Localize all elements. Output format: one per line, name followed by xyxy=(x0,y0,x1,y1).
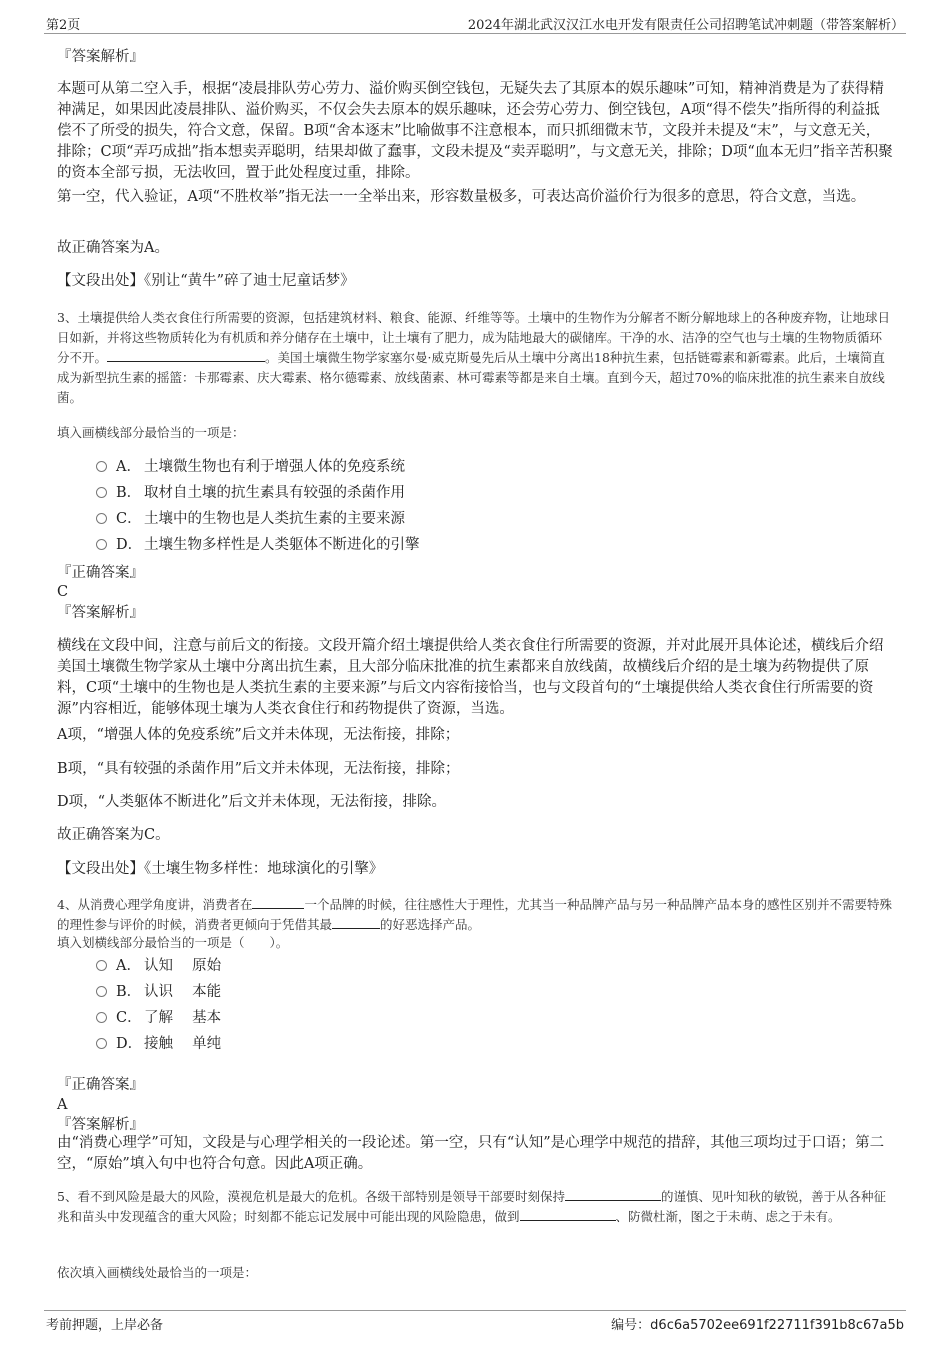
radio-icon[interactable] xyxy=(96,513,107,524)
q4-prompt: 填入划横线部分最恰当的一项是（ ）。 xyxy=(57,935,289,950)
footer-divider xyxy=(44,1310,906,1311)
radio-icon[interactable] xyxy=(96,487,107,498)
q3-conclusion: 故正确答案为C。 xyxy=(57,827,170,843)
q3-analysis-paragraph: 横线在文段中间，注意与前后文的衔接。文段开篇介绍土壤提供给人类衣食住行所需要的资源，并对此展开具体论述，横线后介绍美国土壤微生物学家从土壤中分离出抗生素，且大部分临床批准的抗生素都来自放线菌，故横线后介绍的是土壤为药物提供了原料，C项“土壤中的生物也是人类抗生素的主要来源”与后文内容衔接恰当，也与文段首句的“土壤提供给人类衣食住行所需要的资源”内容相近，能够体现土壤为人类衣食住行和药物提供了资源，当选。 xyxy=(57,638,884,717)
q4-option-d[interactable]: D． 接触 单纯 xyxy=(96,1032,221,1056)
document-code-label: 编号： xyxy=(611,1318,651,1333)
q5-prompt: 依次填入画横线处最恰当的一项是： xyxy=(57,1265,258,1280)
q4-stem: 4、从消费心理学角度讲，消费者在 一个品牌的时候，往往感性大于理性，尤其当一种品牌产品与另一种品牌产品本身的感性区别并不需要特殊的理性参与评价的时候，消费者更倾向于凭借其最 的好恶选择产品。 xyxy=(57,897,892,932)
q4-analysis-label: 『答案解析』 xyxy=(57,1117,144,1133)
q3-analysis-label: 『答案解析』 xyxy=(57,605,144,621)
q4-blank-1 xyxy=(252,895,304,909)
q2-source: 【文段出处】《别让“黄牛”碎了迪士尼童话梦》 xyxy=(57,273,355,289)
radio-icon[interactable] xyxy=(96,539,107,550)
page-number: 第2页 xyxy=(46,18,81,33)
q3-analysis-b: B项，“具有较强的杀菌作用”后文并未体现，无法衔接，排除； xyxy=(57,761,460,777)
radio-icon[interactable] xyxy=(96,461,107,472)
q3-analysis-d: D项，“人类躯体不断进化”后文并未体现，无法衔接，排除。 xyxy=(57,794,446,810)
q4-correct-answer: A xyxy=(57,1097,68,1113)
q4-option-b[interactable]: B． 认识 本能 xyxy=(96,980,221,1004)
q2-analysis-label: 『答案解析』 xyxy=(57,49,144,65)
q2-analysis-paragraph-2: 第一空，代入验证，A项“不胜枚举”指无法一一全举出来，形容数量极多，可表达高价溢价行为很多的意思，符合文意，当选。 xyxy=(57,189,866,205)
radio-icon[interactable] xyxy=(96,1012,107,1023)
q2-conclusion: 故正确答案为A。 xyxy=(57,240,169,256)
q4-blank-2 xyxy=(332,915,380,929)
document-code xyxy=(611,1314,904,1333)
radio-icon[interactable] xyxy=(96,986,107,997)
q5-blank-2 xyxy=(520,1207,616,1221)
q4-option-c[interactable]: C． 了解 基本 xyxy=(96,1006,221,1030)
q3-correct-answer: C xyxy=(57,584,69,600)
q4-option-a[interactable]: A． 认知 原始 xyxy=(96,954,221,978)
q3-prompt: 填入画横线部分最恰当的一项是： xyxy=(57,425,245,440)
q3-stem: 3、土壤提供给人类衣食住行所需要的资源，包括建筑材料、粮食、能源、纤维等等。土壤中的生物作为分解者不断分解地球上的各种废弃物，让地球日日如新，并将这些物质转化为有机质和养分储存在土壤中，让土壤有了肥力，成为陆地最大的碳储库。干净的水、洁净的空气也与土壤的生物物质循环分不开。 。美国土壤微生物学家塞尔曼·威克斯曼先后从土壤中分离出18种抗生素，包括链霉素和新霉素。此后，土壤简直成为新型抗生素的摇篮：卡那霉素、庆大霉素、格尔德霉素、放线菌素、林可霉素等都是来自土壤。直到今天，超过70%的临床批准的抗生素来自放线菌。 xyxy=(57,310,890,405)
q4-correct-label: 『正确答案』 xyxy=(57,1077,144,1093)
q3-option-b[interactable]: B． 取材自土壤的抗生素具有较强的杀菌作用 xyxy=(96,481,405,505)
page-header xyxy=(0,0,950,34)
q3-source: 【文段出处】《土壤生物多样性：地球演化的引擎》 xyxy=(57,861,384,877)
radio-icon[interactable] xyxy=(96,1038,107,1049)
document-title: 2024年湖北武汉汉江水电开发有限责任公司招聘笔试冲刺题（带答案解析） xyxy=(467,18,904,33)
q3-option-c[interactable]: C． 土壤中的生物也是人类抗生素的主要来源 xyxy=(96,507,405,531)
q3-correct-label: 『正确答案』 xyxy=(57,565,144,581)
q3-option-a[interactable]: A． 土壤微生物也有利于增强人体的免疫系统 xyxy=(96,455,405,479)
footer-slogan: 考前押题，上岸必备 xyxy=(46,1318,164,1333)
document-code-value: d6c6a5702ee691f22711f391b8c67a5b xyxy=(650,1318,904,1333)
q3-analysis-a: A项，“增强人体的免疫系统”后文并未体现，无法衔接，排除； xyxy=(57,727,460,743)
header-divider xyxy=(44,33,906,34)
q3-blank xyxy=(107,348,265,362)
q5-stem: 5、看不到风险是最大的风险，漠视危机是最大的危机。各级干部特别是领导干部要时刻保持 的谨慎、见叶知秋的敏锐，善于从各种征兆和苗头中发现蕴含的重大风险；时刻都不能忘记发展中可能出现的风险隐患，做到 、防微杜渐，图之于未萌、虑之于未有。 xyxy=(57,1189,886,1224)
q4-analysis-paragraph: 由“消费心理学”可知，文段是与心理学相关的一段论述。第一空，只有“认知”是心理学中规范的措辞，其他三项均过于口语；第二空，“原始”填入句中也符合句意。因此A项正确。 xyxy=(57,1135,885,1172)
q3-option-d[interactable]: D． 土壤生物多样性是人类躯体不断进化的引擎 xyxy=(96,533,420,557)
radio-icon[interactable] xyxy=(96,960,107,971)
q5-blank-1 xyxy=(565,1187,661,1201)
q2-analysis-paragraph: 本题可从第二空入手，根据“凌晨排队劳心劳力、溢价购买倒空钱包，无疑失去了其原本的娱乐趣味”可知，精神消费是为了获得精神满足，如果因此凌晨排队、溢价购买，不仅会失去原本的娱乐趣味，还会劳心劳力、倒空钱包，A项“得不偿失”指所得的利益抵偿不了所受的损失，符合文意，保留。B项“舍本逐末”比喻做事不注意根本，而只抓细微末节，文段并未提及“末”，与文意无关，排除；C项“弄巧成拙”指本想卖弄聪明，结果却做了蠢事，文段未提及“卖弄聪明”，与文意无关，排除；D项“血本无归”指辛苦积聚的资本全部亏损，无法收回，置于此处程度过重，排除。 xyxy=(57,81,893,181)
